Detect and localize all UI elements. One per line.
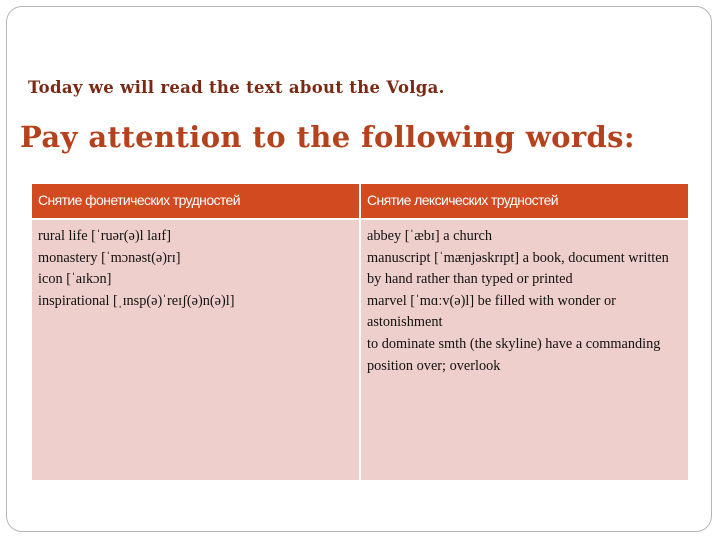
- lexical-entry: abbey [ˈæbɪ] a church: [367, 228, 493, 244]
- lexical-entry: to dominate smth (the skyline) have a commanding position over; overlook: [367, 335, 661, 374]
- lexical-entry: manuscript [ˈmænjəskrɪpt] a book, document written by hand rather than typed or printed: [367, 249, 669, 288]
- phonetic-entry: inspirational [ˌɪnsp(ə)ˈreɪʃ(ə)n(ə)l]: [38, 292, 235, 309]
- header-lexical: Снятие лексических трудностей: [361, 184, 688, 220]
- phonetic-entry: icon [ˈaɪkɔn]: [38, 271, 112, 288]
- slide-heading: Pay attention to the following words:: [20, 120, 636, 154]
- header-phonetic: Снятие фонетических трудностей: [32, 184, 359, 220]
- phonetic-cell: [32, 220, 359, 480]
- lexical-cell: [361, 220, 688, 480]
- phonetic-entry: rural life [ˈruər(ə)l laɪf]: [38, 228, 171, 244]
- phonetic-entry: monastery [ˈmɔnəst(ə)rɪ]: [38, 249, 181, 266]
- intro-text: Today we will read the text about the Volga.: [28, 78, 445, 97]
- vocabulary-table: [32, 184, 688, 480]
- lexical-entry: marvel [ˈmɑːv(ə)l] be filled with wonder or astonishment: [367, 292, 616, 331]
